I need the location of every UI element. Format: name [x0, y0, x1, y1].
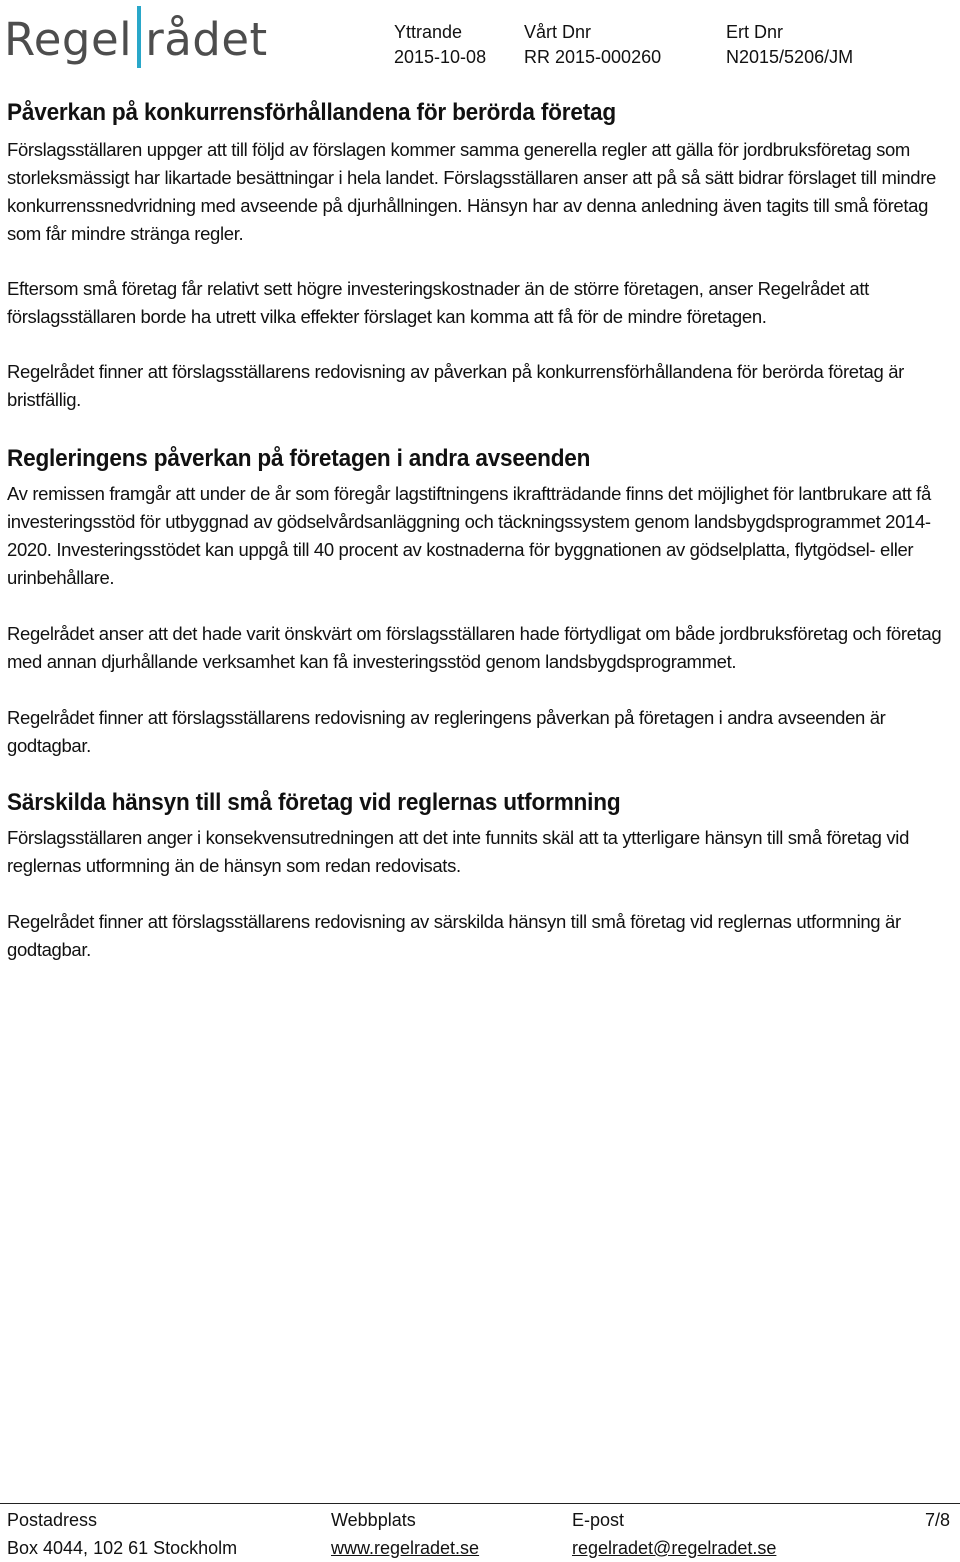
page-number: 7/8 — [924, 1510, 950, 1530]
header-vart-dnr-value: RR 2015-000260 — [524, 47, 662, 67]
footer-email-link[interactable]: regelradet@regelradet.se — [572, 1538, 777, 1558]
paragraph: Förslagsställaren anger i konsekvensutredningen att det inte funnits skäl att ta ytterligare hänsyn till små företag vid reglernas utformning än de hänsyn som redan redovisats. — [7, 827, 910, 876]
footer-web-label: Webbplats — [331, 1510, 416, 1530]
header-yttrande — [394, 20, 486, 70]
logo-text-right: rådet — [145, 13, 268, 66]
paragraph: Regelrådet finner att förslagsställarens redovisning av påverkan på konkurrensförhållandena för berörda företag är bristfällig. — [7, 361, 904, 410]
footer-web — [331, 1506, 479, 1562]
footer-postal-label: Postadress — [7, 1510, 98, 1530]
section-heading-sma-foretag: Särskilda hänsyn till små företag vid reglernas utformning — [7, 789, 621, 816]
header-vart-dnr — [524, 20, 661, 70]
footer-web-link[interactable]: www.regelradet.se — [331, 1538, 480, 1558]
logo-divider-bar — [137, 6, 141, 68]
regelradet-logo — [4, 4, 268, 68]
paragraph: Förslagsställaren uppger att till följd av förslagen kommer samma generella regler att gälla för jordbruksföretag som storleksmässigt har likartade besättningar i hela landet. Förslagsställaren anser att på så sätt bidrar förslaget till mindre konkurrenssnedvridning med avseende på djurhållningen. Hänsyn har av denna anledning även tagits till små företag som får mindre stränga regler. — [7, 139, 937, 244]
document-body — [7, 98, 953, 964]
section-heading-konkurrens: Påverkan på konkurrensförhållandena för berörda företag — [7, 99, 616, 126]
header-yttrande-date: 2015-10-08 — [394, 47, 487, 67]
paragraph: Regelrådet anser att det hade varit önskvärt om förslagsställaren hade förtydligat om både jordbruksföretag och företag med annan djurhållande verksamhet kan få investeringsstöd genom landsbygdsprogrammet. — [7, 623, 942, 672]
footer-postal-address: Box 4044, 102 61 Stockholm — [7, 1538, 238, 1558]
header-ert-dnr-label: Ert Dnr — [726, 22, 784, 42]
footer-postal — [7, 1506, 237, 1562]
logo-text-left: Regel — [4, 13, 133, 66]
header-vart-dnr-label: Vårt Dnr — [524, 22, 592, 42]
header-ert-dnr — [726, 20, 853, 70]
paragraph: Regelrådet finner att förslagsställarens redovisning av särskilda hänsyn till små företag vid reglernas utformning är godtagbar. — [7, 911, 901, 960]
header-ert-dnr-value: N2015/5206/JM — [726, 47, 854, 67]
section-heading-andra-avseenden: Regleringens påverkan på företagen i andra avseenden — [7, 445, 591, 472]
paragraph: Regelrådet finner att förslagsställarens redovisning av regleringens påverkan på företagen i andra avseenden är godtagbar. — [7, 707, 886, 756]
header-yttrande-label: Yttrande — [394, 22, 463, 42]
footer-email-label: E-post — [572, 1510, 625, 1530]
footer-email — [572, 1506, 776, 1562]
paragraph: Eftersom små företag får relativt sett högre investeringskostnader än de större företagen, anser Regelrådet att förslagsställaren borde ha utrett vilka effekter förslaget kan komma att få för de mindre företagen. — [7, 278, 869, 327]
paragraph: Av remissen framgår att under de år som föregår lagstiftningens ikraftträdande finns det möjlighet för lantbrukare att få investeringsstöd för utbyggnad av gödselvårdsanläggning och täckningssystem genom landsbygdsprogrammet 2014-2020. Investeringsstödet kan uppgå till 40 procent av kostnaderna för byggnationen av gödselplatta, flytgödsel- eller urinbehållare. — [7, 483, 931, 588]
footer-divider — [0, 1503, 960, 1504]
